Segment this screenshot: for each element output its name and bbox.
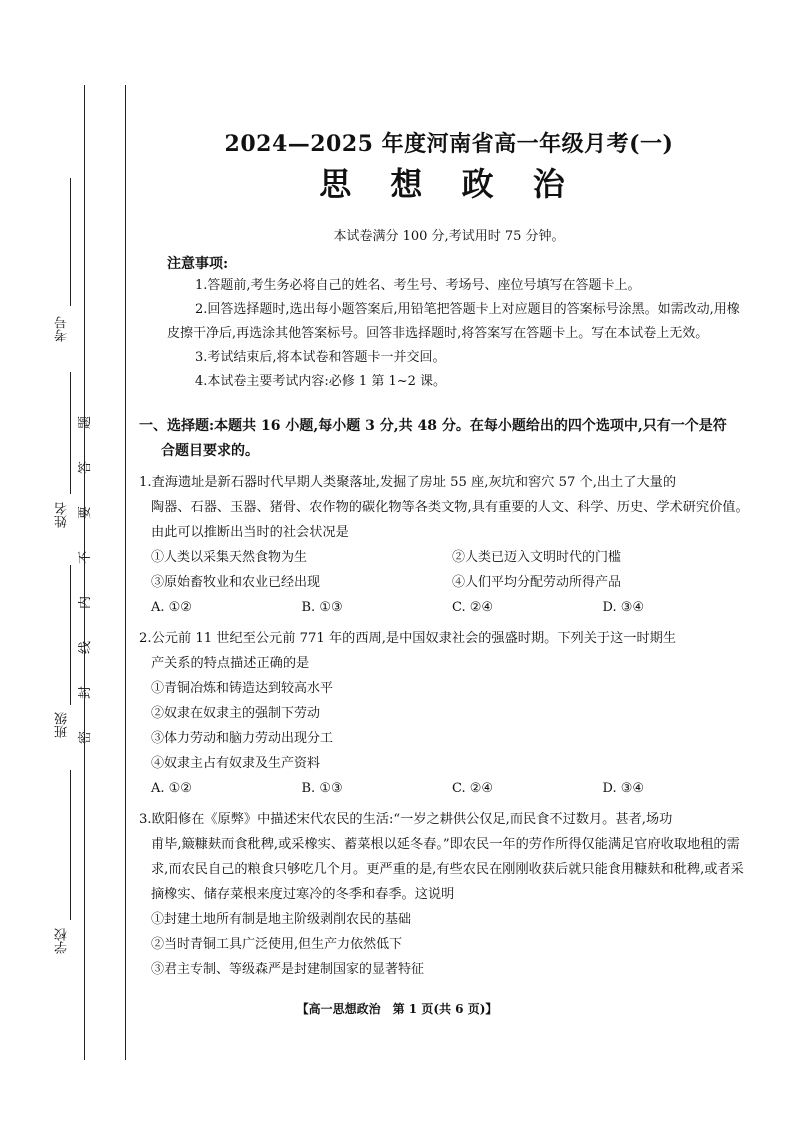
class-blank[interactable] xyxy=(70,565,71,705)
question-stem-first: 3.欧阳修在《原弊》中描述宋代农民的生活:“一岁之耕供公仅足,而民食不过数月。甚者,场功 xyxy=(139,812,673,827)
section-heading-line1: 一、选择题:本题共 16 小题,每小题 3 分,共 48 分。在每小题给出的四个选项中,只有一个是符 xyxy=(139,418,727,434)
section-heading-line2: 合题目要求的。 xyxy=(161,443,259,459)
seal-char: 线 xyxy=(78,640,94,655)
seal-char: 题 xyxy=(78,415,94,430)
notice-item: 4.本试卷主要考试内容:必修 1 第 1~2 课。 xyxy=(195,374,447,389)
statement-option: ③体力劳动和脑力劳动出现分工 xyxy=(151,731,334,746)
question-stem-first: 2.公元前 11 世纪至公元前 771 年的西周,是中国奴隶社会的强盛时期。下列关于这一时期生 xyxy=(139,631,677,646)
question-1 xyxy=(139,470,753,620)
class-label: 班级 xyxy=(55,712,70,738)
binding-line-outer xyxy=(84,85,85,1060)
seal-char: 答 xyxy=(78,460,94,475)
answer-choice: B. ①③ xyxy=(301,781,343,796)
exam-content xyxy=(139,128,753,982)
answer-choice: D. ③④ xyxy=(602,600,645,615)
statement-option: ②奴隶在奴隶主的强制下劳动 xyxy=(151,706,321,721)
section-heading xyxy=(139,414,753,464)
notice-item: 3.考试结束后,将本试卷和答题卡一并交回。 xyxy=(195,350,446,365)
seal-char: 密 xyxy=(78,730,94,745)
statement-option: ③君主专制、等级森严是封建制国家的显著特征 xyxy=(151,962,425,977)
answer-choice: D. ③④ xyxy=(602,781,645,796)
exam-title: 2024—2025 年度河南省高一年级月考(一) xyxy=(224,131,674,157)
seal-char: 封 xyxy=(78,685,94,700)
question-stem-rest: 陶器、石器、玉器、猪骨、农作物的碳化物等各类文物,具有重要的人文、科学、历史、学术研究价值。由此可以推断出当时的社会状况是 xyxy=(151,500,749,540)
answer-choice: C. ②④ xyxy=(452,781,494,796)
statement-option: ①封建土地所有制是地主阶级剥削农民的基础 xyxy=(151,912,412,927)
question-stem-rest: 甫毕,簸糠麸而食秕稗,或采橡实、蓄菜根以延冬春。”即农民一年的劳作所得仅能满足官府收取地租的需求,而农民自己的粮食只够吃几个月。更严重的是,有些农民在刚刚收获后就只能食用糠麸和秕稗,或者采摘橡实、储存菜根来度过寒冷的冬季和春季。这说明 xyxy=(151,837,744,902)
school-blank[interactable] xyxy=(70,770,71,920)
question-stem-first: 1.査海遗址是新石器时代早期人类聚落址,发掘了房址 55 座,灰坑和窖穴 57 个,出土了大量的 xyxy=(139,475,677,490)
name-label: 姓名 xyxy=(55,502,70,528)
binding-line-inner xyxy=(125,85,126,1060)
page-footer: 【高一思想政治 第 1 页(共 6 页)】 xyxy=(296,1002,498,1016)
school-label: 学校 xyxy=(55,928,70,954)
statement-option: ④奴隶主占有奴隶及生产资料 xyxy=(151,756,321,771)
name-blank[interactable] xyxy=(70,372,71,494)
answer-choices xyxy=(139,776,753,801)
statement-option: ②当时青铜工具广泛使用,但生产力依然低下 xyxy=(151,937,403,952)
question-2 xyxy=(139,626,753,801)
notice-item: 2.回答选择题时,选出每小题答案后,用铅笔把答题卡上对应题目的答案标号涂黑。如需改动,用橡皮擦干净后,再选涂其他答案标号。回答非选择题时,将答案写在答题卡上。写在本试卷上无效。 xyxy=(167,302,740,341)
statement-option: ①人类以采集天然食物为生 xyxy=(151,550,308,565)
notice-heading: 注意事项: xyxy=(167,256,229,272)
notice-item: 1.答题前,考生务必将自己的姓名、考生号、考场号、座位号填写在答题卡上。 xyxy=(195,278,641,293)
question-3 xyxy=(139,807,753,982)
statement-option: ④人们平均分配劳动所得产品 xyxy=(452,575,622,590)
answer-choices xyxy=(139,595,753,620)
subject-title: 思 想 政 治 xyxy=(319,165,579,203)
question-stem-rest: 产关系的特点描述正确的是 xyxy=(151,656,310,671)
score-info: 本试卷满分 100 分,考试用时 75 分钟。 xyxy=(333,229,565,244)
answer-choice: A. ①② xyxy=(151,600,192,615)
seal-char: 不 xyxy=(78,550,94,565)
exam-no-blank[interactable] xyxy=(70,178,71,306)
statement-options xyxy=(139,545,753,595)
seal-char: 内 xyxy=(78,595,94,610)
answer-choice: B. ①③ xyxy=(301,600,343,615)
statement-option: ①青铜冶炼和铸造达到较高水平 xyxy=(151,681,334,696)
binding-strip xyxy=(0,0,130,1123)
answer-choice: C. ②④ xyxy=(452,600,494,615)
answer-choice: A. ①② xyxy=(151,781,192,796)
exam-no-label: 考号 xyxy=(55,316,70,342)
seal-char: 要 xyxy=(78,505,94,520)
statement-option: ②人类已迈入文明时代的门槛 xyxy=(452,550,622,565)
statement-option: ③原始畜牧业和农业已经出现 xyxy=(151,575,321,590)
seal-line-text xyxy=(78,400,110,760)
